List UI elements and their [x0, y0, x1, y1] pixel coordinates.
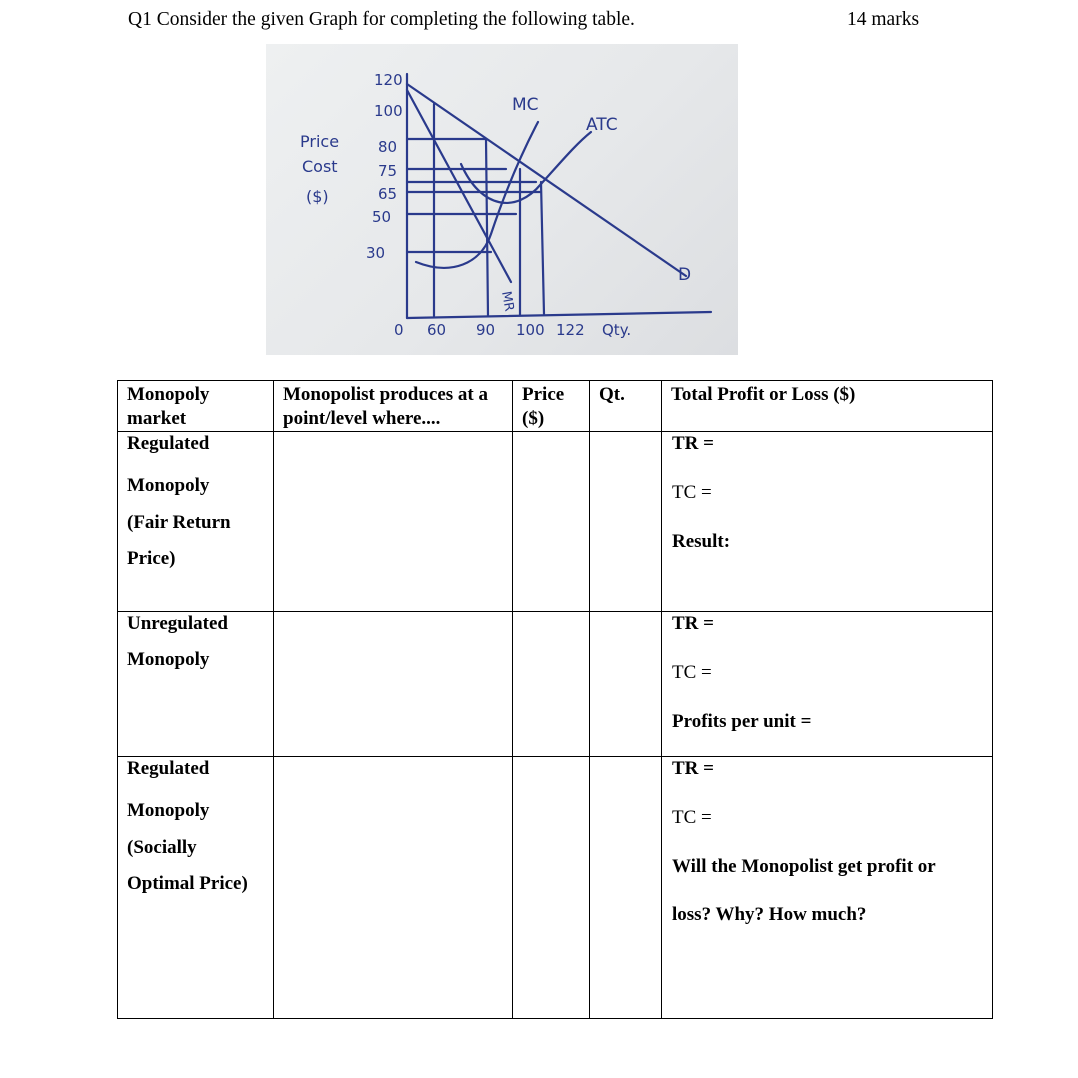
market-line: Regulated [127, 433, 210, 454]
marks-label: 14 marks [847, 9, 920, 30]
market-line: Monopoly [127, 649, 210, 670]
market-line: (Socially [127, 836, 197, 858]
profit-line-tc: TC = [672, 807, 712, 828]
produces-input-cell[interactable] [274, 432, 513, 612]
qty-input-cell[interactable] [590, 612, 662, 757]
profit-line-question-cont: loss? Why? How much? [672, 904, 867, 925]
answer-table [117, 380, 993, 1019]
price-input-cell[interactable] [513, 432, 590, 612]
table-row [118, 432, 993, 612]
table-row [118, 612, 993, 757]
header-market: Monopoly market [118, 381, 274, 432]
price-input-cell[interactable] [513, 757, 590, 1019]
y-title-price: Price [300, 132, 340, 151]
y-tick-75: 75 [378, 162, 398, 180]
monopoly-graph [266, 44, 738, 355]
profit-line-result: Result: [672, 531, 731, 552]
x-axis-title: Qty. [602, 321, 632, 339]
qty-input-cell[interactable] [590, 432, 662, 612]
produces-input-cell[interactable] [274, 612, 513, 757]
market-line: (Fair Return [127, 511, 231, 533]
mr-label: MR [498, 290, 517, 313]
x-tick-0: 0 [394, 321, 404, 339]
profit-line-question: Will the Monopolist get profit or [672, 856, 936, 877]
market-line: Regulated [127, 758, 210, 779]
header-profit: Total Profit or Loss ($) [662, 381, 993, 432]
y-title-unit: ($) [306, 187, 329, 206]
profit-line-tr: TR = [672, 758, 714, 779]
market-line: Optimal Price) [127, 873, 248, 894]
header-qty: Qt. [590, 381, 662, 432]
graph-photo [266, 44, 738, 355]
profit-line-tc: TC = [672, 482, 712, 503]
atc-label: ATC [586, 115, 618, 135]
market-cell [118, 757, 274, 1019]
market-cell [118, 432, 274, 612]
x-tick-60: 60 [427, 321, 447, 339]
x-tick-122: 122 [556, 321, 585, 339]
profit-cell[interactable] [662, 757, 993, 1019]
market-line: Monopoly [127, 475, 210, 496]
x-tick-90: 90 [476, 321, 496, 339]
table-row [118, 757, 993, 1019]
profit-line-tc: TC = [672, 662, 712, 683]
mc-label: MC [512, 95, 539, 115]
y-tick-65: 65 [378, 185, 398, 203]
market-line: Price) [127, 548, 176, 569]
market-line: Unregulated [127, 613, 228, 634]
y-tick-50: 50 [372, 208, 392, 226]
profit-line-tr: TR = [672, 433, 714, 454]
y-tick-80: 80 [378, 138, 398, 156]
question-text: Q1 Consider the given Graph for completing the following table. [128, 9, 635, 30]
x-axis [407, 312, 711, 318]
y-tick-100: 100 [374, 102, 403, 120]
market-line: Monopoly [127, 800, 210, 821]
header-produces: Monopolist produces at a point/level where.... [274, 381, 513, 432]
y-tick-120: 120 [374, 71, 403, 89]
header-price: Price ($) [513, 381, 590, 432]
profit-line-tr: TR = [672, 613, 714, 634]
qty-input-cell[interactable] [590, 757, 662, 1019]
table-header-row [118, 381, 993, 432]
profit-cell[interactable] [662, 432, 993, 612]
profit-cell[interactable] [662, 612, 993, 757]
price-input-cell[interactable] [513, 612, 590, 757]
y-title-cost: Cost [302, 157, 338, 176]
market-cell [118, 612, 274, 757]
demand-curve [407, 84, 686, 276]
x-tick-100: 100 [516, 321, 545, 339]
y-tick-30: 30 [366, 244, 386, 262]
d-label: D [678, 265, 692, 285]
profit-line-per-unit: Profits per unit = [672, 711, 812, 732]
produces-input-cell[interactable] [274, 757, 513, 1019]
